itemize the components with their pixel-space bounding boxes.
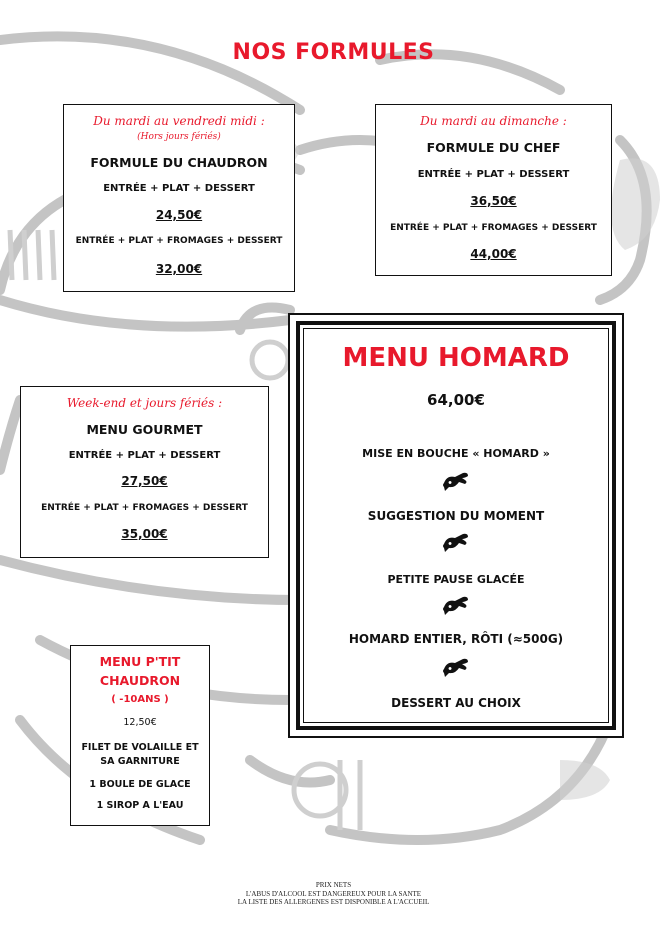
menu-homard-frame-inner (303, 328, 609, 723)
menu-homard-frame (288, 313, 624, 738)
kids-item1-line1: FILET DE VOLAILLE ET (81, 742, 199, 753)
kids-item3: 1 SIROP A L'EAU (96, 800, 184, 811)
kids-item2: 1 BOULE DE GLACE (89, 779, 191, 790)
homard-item-4: HOMARD ENTIER, RÔTI (≈500G) (348, 632, 564, 646)
chef-option2: ENTRÉE + PLAT + FROMAGES + DESSERT (390, 223, 597, 233)
homard-item-1: MISE EN BOUCHE « HOMARD » (362, 447, 550, 460)
chaudron-option2: ENTRÉE + PLAT + FROMAGES + DESSERT (75, 236, 283, 246)
page-title: NOS FORMULES (232, 40, 435, 65)
kids-name-line1: MENU P'TIT (99, 654, 181, 669)
homard-item-3: PETITE PAUSE GLACÉE (387, 573, 525, 586)
lobster-icon (304, 469, 608, 493)
chef-name: FORMULE DU CHEF (426, 140, 561, 155)
homard-price: 64,00€ (427, 391, 485, 409)
gourmet-price2: 35,00€ (121, 527, 168, 541)
gourmet-price1: 27,50€ (121, 474, 168, 488)
chaudron-name: FORMULE DU CHAUDRON (90, 155, 268, 170)
gourmet-name: MENU GOURMET (86, 422, 203, 437)
chaudron-subtitle: Du mardi au vendredi midi : (93, 114, 265, 128)
kids-item1-line2: SA GARNITURE (100, 756, 180, 767)
footer-notes (0, 881, 667, 907)
menu-gourmet-box (20, 386, 269, 558)
kids-age: ( -10ANS ) (111, 694, 169, 705)
footer-line3: LA LISTE DES ALLERGENES EST DISPONIBLE A L'ACCUEIL (237, 898, 430, 906)
chef-option1: ENTRÉE + PLAT + DESSERT (417, 169, 570, 180)
kids-price: 12,50€ (123, 717, 157, 728)
chaudron-price2: 32,00€ (155, 262, 203, 276)
chaudron-note: (Hors jours fériés) (137, 132, 221, 142)
homard-item-2: SUGGESTION DU MOMENT (367, 509, 545, 523)
chef-price1: 36,50€ (470, 194, 517, 208)
gourmet-option1: ENTRÉE + PLAT + DESSERT (68, 450, 221, 461)
footer-line2: L'ABUS D'ALCOOL EST DANGEREUX POUR LA SANTE (245, 889, 422, 898)
menu-ptit-chaudron-box (70, 645, 210, 826)
footer-line1: PRIX NETS (315, 881, 352, 889)
homard-item-5: DESSERT AU CHOIX (391, 696, 521, 710)
chef-price2: 44,00€ (470, 247, 517, 261)
menu-homard-frame-thick (296, 321, 616, 730)
gourmet-option2: ENTRÉE + PLAT + FROMAGES + DESSERT (41, 503, 248, 513)
formule-chef-box (375, 104, 612, 276)
chef-subtitle: Du mardi au dimanche : (420, 114, 567, 128)
formule-chaudron-box (63, 104, 295, 292)
kids-name-line2: CHAUDRON (99, 673, 181, 688)
gourmet-subtitle: Week-end et jours fériés : (66, 396, 223, 410)
chaudron-price1: 24,50€ (155, 208, 203, 222)
lobster-icon (304, 530, 608, 554)
lobster-icon (304, 655, 608, 679)
homard-name: MENU HOMARD (342, 343, 570, 373)
chaudron-option1: ENTRÉE + PLAT + DESSERT (103, 183, 255, 194)
lobster-icon (304, 593, 608, 617)
